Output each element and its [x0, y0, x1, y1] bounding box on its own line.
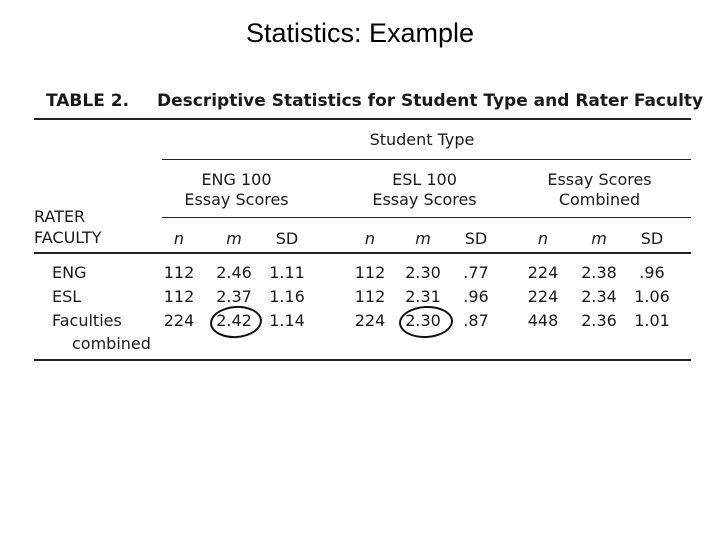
table-cell: 224	[354, 311, 386, 330]
stub-header-line2: FACULTY	[34, 228, 102, 247]
table-cell: 224	[527, 287, 559, 306]
row-label-eng: ENG	[52, 263, 87, 282]
table-cell: 2.34	[581, 287, 617, 306]
highlight-circle-eng-mean	[209, 304, 263, 340]
table-cell: 112	[163, 263, 195, 282]
table-cell: .96	[463, 287, 489, 306]
table-cell: 2.46	[216, 263, 252, 282]
slide-title: Statistics: Example	[245, 18, 475, 48]
highlight-circle-esl-mean	[398, 305, 454, 340]
row-label-faculties: Faculties	[52, 311, 122, 330]
group-header-combined-line1: Essay Scores	[547, 170, 652, 189]
stat-header-combined-sd: SD	[640, 229, 664, 248]
stat-header-eng-m: m	[226, 229, 242, 248]
spanner-header: Student Type	[369, 130, 475, 149]
table-cell: .77	[463, 263, 489, 282]
stat-header-eng-sd: SD	[275, 229, 299, 248]
table-cell: 2.30	[405, 263, 441, 282]
stat-header-combined-n: n	[537, 229, 549, 248]
stub-header-line1: RATER	[34, 207, 86, 226]
group-header-esl-line1: ESL 100	[392, 170, 457, 189]
table-cell: .87	[463, 311, 489, 330]
table-cell: 1.11	[269, 263, 305, 282]
row-label-esl: ESL	[52, 287, 82, 306]
bottom-rule	[34, 359, 691, 361]
spanner-rule	[162, 159, 691, 160]
table-cell: 1.01	[634, 311, 670, 330]
table-caption: Descriptive Statistics for Student Type and Rater Faculty	[157, 91, 704, 111]
stat-header-eng-n: n	[173, 229, 185, 248]
table-cell: 112	[354, 287, 386, 306]
stat-header-esl-sd: SD	[464, 229, 488, 248]
table-cell: 2.31	[405, 287, 441, 306]
stat-header-esl-m: m	[415, 229, 431, 248]
table-cell: 448	[527, 311, 559, 330]
table-cell: 2.37	[216, 287, 252, 306]
table-label: TABLE 2.	[46, 91, 130, 111]
group-rule	[162, 217, 691, 218]
stat-header-combined-m: m	[591, 229, 607, 248]
table-cell: 112	[354, 263, 386, 282]
group-header-esl-line2: Essay Scores	[372, 190, 477, 209]
table-cell: 224	[163, 311, 195, 330]
table-cell: 2.42	[216, 311, 252, 330]
top-rule	[34, 118, 691, 120]
table-cell: .96	[639, 263, 665, 282]
stat-header-esl-n: n	[364, 229, 376, 248]
table-cell: 1.16	[269, 287, 305, 306]
table-cell: 224	[527, 263, 559, 282]
header-rule	[34, 252, 691, 254]
descriptive-statistics-table	[34, 88, 704, 368]
group-header-combined-line2: Combined	[558, 190, 641, 209]
table-cell: 1.06	[634, 287, 670, 306]
group-header-eng-line2: Essay Scores	[184, 190, 289, 209]
table-cell: 2.30	[405, 311, 441, 330]
table-cell: 2.38	[581, 263, 617, 282]
table-cell: 2.36	[581, 311, 617, 330]
table-cell: 1.14	[269, 311, 305, 330]
group-header-eng-line1: ENG 100	[201, 170, 272, 189]
row-label-combined: combined	[72, 334, 151, 353]
table-cell: 112	[163, 287, 195, 306]
